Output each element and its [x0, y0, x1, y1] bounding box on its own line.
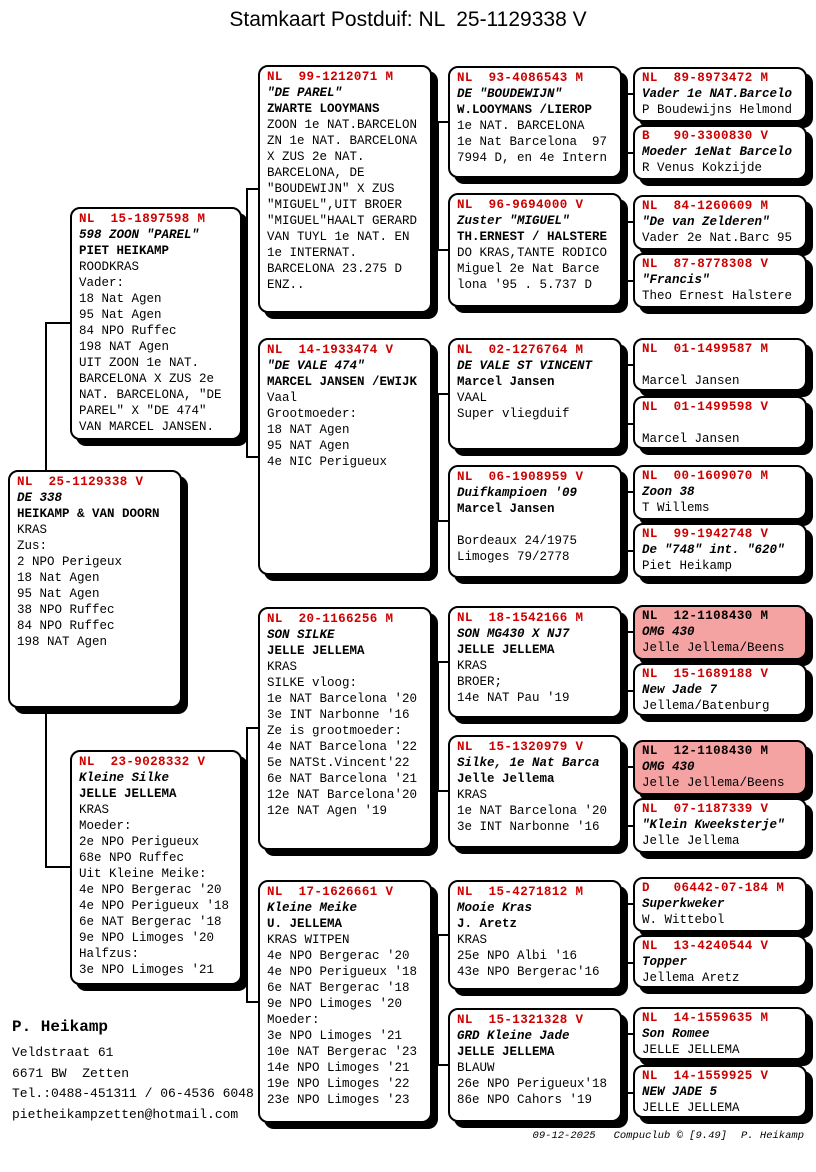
detail-line: W.LOOYMANS /LIEROP: [457, 103, 593, 117]
ring-number: NL 14-1559635 M: [642, 1011, 769, 1025]
ring-number: NL 23-9028332 V: [79, 755, 206, 769]
detail-line: ZN 1e NAT. BARCELONA: [267, 134, 418, 148]
pigeon-name: Kleine Meike: [267, 901, 358, 915]
detail-line: Jelle Jellema: [457, 772, 555, 786]
detail-line: Halfzus:: [79, 947, 140, 961]
pigeon-details: [642, 373, 799, 389]
detail-line: NAT. BARCELONA, "DE: [79, 388, 222, 402]
pigeon-details: [79, 243, 234, 435]
pigeon-name: New Jade 7: [642, 683, 718, 697]
detail-line: 38 NPO Ruffec: [17, 603, 115, 617]
detail-line: 95 Nat Agen: [79, 308, 162, 322]
pigeon-details: [457, 229, 614, 293]
ring-number: NL 99-1212071 M: [267, 70, 394, 84]
detail-line: SILKE vloog:: [267, 676, 358, 690]
pigeon-details: [642, 1042, 799, 1058]
pigeon-name: Kleine Silke: [79, 771, 170, 785]
box-g3-1: [258, 65, 432, 313]
detail-line: BARCELONA 23.275 D: [267, 262, 403, 276]
pigeon-name: OMG 430: [642, 625, 695, 639]
detail-line: 9e NPO Limoges '20: [267, 997, 403, 1011]
detail-line: Limoges 79/2778: [457, 550, 570, 564]
detail-line: U. JELLEMA: [267, 917, 343, 931]
detail-line: ZWARTE LOOYMANS: [267, 102, 380, 116]
page-title: Stamkaart Postduif: NL 25-1129338 V: [229, 8, 587, 31]
detail-line: JELLE JELLEMA: [457, 1045, 555, 1059]
pigeon-details: [267, 374, 424, 470]
ring-number: NL 13-4240544 V: [642, 939, 769, 953]
detail-line: PAREL" X "DE 474": [79, 404, 207, 418]
connector-line: [626, 93, 628, 154]
detail-line: 9e NPO Limoges '20: [79, 931, 215, 945]
detail-line: UIT ZOON 1e NAT.: [79, 356, 200, 370]
detail-line: Moeder:: [267, 1013, 320, 1027]
connector-line: [241, 322, 248, 324]
detail-line: 4e NPO Perigueux '18: [79, 899, 230, 913]
detail-line: 10e NAT Bergerac '23: [267, 1045, 418, 1059]
detail-line: Jelle Jellema/Beens: [642, 641, 785, 655]
box-g4-4: [448, 465, 622, 578]
detail-line: T Willems: [642, 501, 710, 515]
detail-line: 2e NPO Perigueux: [79, 835, 200, 849]
pigeon-details: [267, 101, 424, 293]
detail-line: MARCEL JANSEN /EWIJK: [267, 375, 418, 389]
detail-line: VAAL: [457, 391, 488, 405]
detail-line: BARCELONA X ZUS 2e: [79, 372, 215, 386]
detail-line: 84 NPO Ruffec: [79, 324, 177, 338]
detail-line: Vader 2e Nat.Barc 95: [642, 231, 793, 245]
detail-line: lona '95 . 5.737 D: [457, 278, 593, 292]
pigeon-details: [642, 698, 799, 714]
ring-number: NL 00-1609070 M: [642, 469, 769, 483]
detail-line: 18 NAT Agen: [267, 423, 350, 437]
pigeon-details: [267, 643, 424, 819]
detail-line: VAN MARCEL JANSEN.: [79, 420, 215, 434]
detail-line: Grootmoeder:: [267, 407, 358, 421]
box-g4-8: [448, 1008, 622, 1122]
detail-line: 86e NPO Cahors '19: [457, 1093, 593, 1107]
pigeon-details: [642, 1100, 799, 1116]
detail-line: 43e NPO Bergerac'16: [457, 965, 600, 979]
pigeon-name: GRD Kleine Jade: [457, 1029, 570, 1043]
detail-line: 1e NAT. BARCELONA: [457, 119, 585, 133]
detail-line: 14e NPO Limoges '21: [267, 1061, 410, 1075]
detail-line: 68e NPO Ruffec: [79, 851, 185, 865]
pigeon-name: "DE VALE 474": [267, 359, 365, 373]
detail-line: 25e NPO Albi '16: [457, 949, 578, 963]
detail-line: Vader:: [79, 276, 125, 290]
pigeon-name: 598 ZOON "PAREL": [79, 228, 200, 242]
ring-number: NL 01-1499587 M: [642, 342, 769, 356]
ring-number: NL 14-1559925 V: [642, 1069, 769, 1083]
ring-number: NL 18-1542166 M: [457, 611, 584, 625]
pigeon-name: Mooie Kras: [457, 901, 533, 915]
pigeon-name: Vader 1e NAT.Barcelo: [642, 87, 793, 101]
detail-line: Theo Ernest Halstere: [642, 289, 793, 303]
detail-line: [457, 517, 614, 533]
detail-line: 2 NPO Perigeux: [17, 555, 123, 569]
pigeon-details: [457, 1044, 614, 1108]
detail-line: Marcel Jansen: [642, 374, 740, 388]
detail-line: KRAS: [267, 660, 298, 674]
box-g4-1: [448, 66, 622, 178]
ring-number: NL 25-1129338 V: [17, 475, 144, 489]
box-g5-3: [633, 195, 807, 250]
connector-line: [246, 727, 248, 1003]
detail-line: Jellema Aretz: [642, 971, 740, 985]
detail-line: 1e Nat Barcelona 97: [457, 135, 608, 149]
detail-line: Super vliegduif: [457, 407, 570, 421]
box-g5-13: [633, 877, 807, 932]
detail-line: Uit Kleine Meike:: [79, 867, 207, 881]
box-g4-7: [448, 880, 622, 990]
ring-number: NL 01-1499598 V: [642, 400, 769, 414]
detail-line: KRAS: [457, 659, 488, 673]
detail-line: Jelle Jellema/Beens: [642, 776, 785, 790]
ring-number: NL 12-1108430 M: [642, 609, 769, 623]
detail-line: 95 Nat Agen: [17, 587, 100, 601]
detail-line: BROER;: [457, 675, 503, 689]
pigeon-details: [642, 833, 799, 849]
detail-line: Zus:: [17, 539, 48, 553]
pigeon-details: [642, 970, 799, 986]
detail-line: TH.ERNEST / HALSTERE: [457, 230, 608, 244]
detail-line: 18 Nat Agen: [17, 571, 100, 585]
detail-line: "MIGUEL",UIT BROER: [267, 198, 403, 212]
pigeon-name: Duifkampioen '09: [457, 486, 578, 500]
print-author: P. Heikamp: [740, 1130, 804, 1142]
detail-line: KRAS: [457, 788, 488, 802]
connector-line: [45, 322, 72, 324]
box-g5-11-highlighted: [633, 740, 807, 795]
ring-number: NL 84-1260609 M: [642, 199, 769, 213]
detail-line: 7994 D, en 4e Intern: [457, 151, 608, 165]
detail-line: VAN TUYL 1e NAT. EN: [267, 230, 410, 244]
detail-line: 4e NPO Bergerac '20: [267, 949, 410, 963]
detail-line: 6e NAT Barcelona '21: [267, 772, 418, 786]
detail-line: 26e NPO Perigueux'18: [457, 1077, 608, 1091]
pigeon-details: [457, 501, 614, 565]
footer-address-block: [12, 1043, 254, 1125]
pigeon-name: OMG 430: [642, 760, 695, 774]
footer-address-city: 6671 BW Zetten: [12, 1065, 130, 1081]
box-g5-16: [633, 1065, 807, 1118]
pigeon-name: Silke, 1e Nat Barca: [457, 756, 600, 770]
pigeon-name: De "748" int. "620": [642, 543, 785, 557]
detail-line: 4e NIC Perigueux: [267, 455, 388, 469]
box-g5-5: [633, 338, 807, 391]
pigeon-name: [642, 415, 799, 431]
detail-line: KRAS: [457, 933, 488, 947]
box-subject: [8, 470, 182, 708]
pigeon-name: "DE PAREL": [267, 86, 343, 100]
ring-number: NL 89-8973472 M: [642, 71, 769, 85]
footer-address-street: Veldstraat 61: [12, 1045, 114, 1060]
detail-line: JELLE JELLEMA: [642, 1043, 740, 1057]
pigeon-name: DE VALE ST VINCENT: [457, 359, 593, 373]
pigeon-name: "Klein Kweeksterje": [642, 818, 785, 832]
box-g5-4: [633, 253, 807, 308]
detail-line: 4e NAT Barcelona '22: [267, 740, 418, 754]
detail-line: 1e NAT Barcelona '20: [267, 692, 418, 706]
detail-line: BARCELONA, DE: [267, 166, 365, 180]
detail-line: W. Wittebol: [642, 913, 725, 927]
pigeon-name: SON SILKE: [267, 628, 335, 642]
detail-line: Bordeaux 24/1975: [457, 534, 578, 548]
detail-line: J. Aretz: [457, 917, 518, 931]
detail-line: BLAUW: [457, 1061, 495, 1075]
connector-line: [437, 934, 439, 1066]
box-g5-10: [633, 663, 807, 716]
pigeon-details: [457, 642, 614, 706]
box-sire: [70, 207, 242, 440]
pigeon-name: "De van Zelderen": [642, 215, 770, 229]
ring-number: NL 02-1276764 M: [457, 343, 584, 357]
footer-phone: Tel.:0488-451311 / 06-4536 6048: [12, 1086, 254, 1101]
detail-line: Marcel Jansen: [642, 432, 740, 446]
footer-owner-name: P. Heikamp: [12, 1018, 109, 1036]
ring-number: NL 93-4086543 M: [457, 71, 584, 85]
ring-number: NL 99-1942748 V: [642, 527, 769, 541]
detail-line: 95 NAT Agen: [267, 439, 350, 453]
detail-line: Moeder:: [79, 819, 132, 833]
pigeon-details: [642, 288, 799, 304]
detail-line: KRAS WITPEN: [267, 933, 350, 947]
print-program: Compuclub © [9.49]: [613, 1130, 727, 1142]
detail-line: Ze is grootmoeder:: [267, 724, 403, 738]
connector-line: [626, 221, 628, 282]
pigeon-details: [457, 916, 614, 980]
pigeon-name: SON MG430 X NJ7: [457, 627, 570, 641]
detail-line: JELLE JELLEMA: [79, 787, 177, 801]
pigeon-details: [642, 775, 799, 791]
box-g3-3: [258, 607, 432, 850]
detail-line: 198 NAT Agen: [79, 340, 170, 354]
detail-line: 12e NAT Barcelona'20: [267, 788, 418, 802]
detail-line: 84 NPO Ruffec: [17, 619, 115, 633]
detail-line: 3e INT Narbonne '16: [457, 820, 600, 834]
detail-line: 1e NAT Barcelona '20: [457, 804, 608, 818]
pigeon-name: Zuster "MIGUEL": [457, 214, 570, 228]
ring-number: NL 87-8778308 V: [642, 257, 769, 271]
pigeon-name: Zoon 38: [642, 485, 695, 499]
ring-number: NL 20-1166256 M: [267, 612, 394, 626]
detail-line: 4e NPO Bergerac '20: [79, 883, 222, 897]
detail-line: Miguel 2e Nat Barce: [457, 262, 600, 276]
pigeon-details: [79, 786, 234, 978]
detail-line: X ZUS 2e NAT.: [267, 150, 365, 164]
detail-line: 19e NPO Limoges '22: [267, 1077, 410, 1091]
detail-line: JELLE JELLEMA: [642, 1101, 740, 1115]
box-g5-15: [633, 1007, 807, 1060]
ring-number: NL 15-1897598 M: [79, 212, 206, 226]
ring-number: NL 07-1187339 V: [642, 802, 769, 816]
detail-line: 5e NATSt.Vincent'22: [267, 756, 410, 770]
pigeon-details: [642, 102, 799, 118]
ring-number: NL 06-1908959 V: [457, 470, 584, 484]
ring-number: NL 15-4271812 M: [457, 885, 584, 899]
connector-line: [626, 766, 628, 827]
box-g4-6: [448, 735, 622, 848]
detail-line: 14e NAT Pau '19: [457, 691, 570, 705]
pigeon-name: Topper: [642, 955, 688, 969]
ring-number: NL 15-1320979 V: [457, 740, 584, 754]
box-g5-7: [633, 465, 807, 520]
detail-line: PIET HEIKAMP: [79, 244, 170, 258]
detail-line: 18 Nat Agen: [79, 292, 162, 306]
detail-line: 198 NAT Agen: [17, 635, 108, 649]
detail-line: 3e NPO Limoges '21: [267, 1029, 403, 1043]
pigeon-details: [457, 374, 614, 422]
detail-line: Marcel Jansen: [457, 502, 555, 516]
detail-line: 3e INT Narbonne '16: [267, 708, 410, 722]
ring-number: NL 15-1689188 V: [642, 667, 769, 681]
detail-line: HEIKAMP & VAN DOORN: [17, 507, 160, 521]
box-g5-9-highlighted: [633, 605, 807, 660]
pigeon-details: [642, 160, 799, 176]
box-g4-5: [448, 606, 622, 718]
ring-number: NL 17-1626661 V: [267, 885, 394, 899]
detail-line: "BOUDEWIJN" X ZUS: [267, 182, 395, 196]
detail-line: 3e NPO Limoges '21: [79, 963, 215, 977]
detail-line: P Boudewijns Helmond: [642, 103, 793, 117]
pigeon-name: Moeder 1eNat Barcelo: [642, 145, 793, 159]
box-g5-2: [633, 125, 807, 180]
ring-number: NL 14-1933474 V: [267, 343, 394, 357]
connector-line: [437, 121, 439, 251]
pigeon-details: [642, 431, 799, 447]
box-g5-1: [633, 67, 807, 122]
pigeon-details: [642, 640, 799, 656]
box-g5-12: [633, 798, 807, 853]
pigeon-name: DE 338: [17, 491, 63, 505]
ring-number: B 90-3300830 V: [642, 129, 769, 143]
connector-line: [241, 866, 248, 868]
detail-line: 1e INTERNAT.: [267, 246, 358, 260]
print-info-line: [533, 1130, 804, 1142]
pigeon-name: Son Romee: [642, 1027, 710, 1041]
detail-line: ROODKRAS: [79, 260, 140, 274]
ring-number: NL 96-9694000 V: [457, 198, 584, 212]
detail-line: Vaal: [267, 391, 298, 405]
print-date: 09-12-2025: [532, 1130, 596, 1142]
pigeon-details: [267, 916, 424, 1108]
footer-email: pietheikampzetten@hotmail.com: [12, 1106, 239, 1122]
pigeon-details: [17, 506, 174, 650]
ring-number: NL 15-1321328 V: [457, 1013, 584, 1027]
detail-line: 6e NAT Bergerac '18: [267, 981, 410, 995]
detail-line: ENZ..: [267, 278, 305, 292]
box-g5-14: [633, 935, 807, 988]
detail-line: 12e NAT Agen '19: [267, 804, 388, 818]
detail-line: 23e NPO Limoges '23: [267, 1093, 410, 1107]
detail-line: JELLE JELLEMA: [457, 643, 555, 657]
ring-number: D 06442-07-184 M: [642, 881, 785, 895]
box-dam: [70, 750, 242, 985]
detail-line: JELLE JELLEMA: [267, 644, 365, 658]
box-g3-4: [258, 880, 432, 1123]
pigeon-details: [457, 102, 614, 166]
pigeon-details: [642, 230, 799, 246]
box-g4-2: [448, 193, 622, 307]
detail-line: Piet Heikamp: [642, 559, 733, 573]
ring-number: NL 12-1108430 M: [642, 744, 769, 758]
box-g4-3: [448, 338, 622, 450]
detail-line: Marcel Jansen: [457, 375, 555, 389]
pigeon-details: [642, 558, 799, 574]
connector-line: [45, 866, 72, 868]
box-g5-6: [633, 396, 807, 449]
detail-line: Jelle Jellema: [642, 834, 740, 848]
detail-line: DO KRAS,TANTE RODICO: [457, 246, 608, 260]
detail-line: "MIGUEL"HAALT GERARD: [267, 214, 418, 228]
pigeon-name: [642, 357, 799, 373]
pigeon-name: NEW JADE 5: [642, 1085, 718, 1099]
detail-line: KRAS: [79, 803, 110, 817]
detail-line: 4e NPO Perigueux '18: [267, 965, 418, 979]
detail-line: R Venus Kokzijde: [642, 161, 763, 175]
pigeon-name: Superkweker: [642, 897, 725, 911]
detail-line: ZOON 1e NAT.BARCELON: [267, 118, 418, 132]
box-g3-2: [258, 338, 432, 575]
pigeon-details: [642, 912, 799, 928]
detail-line: KRAS: [17, 523, 48, 537]
detail-line: 6e NAT Bergerac '18: [79, 915, 222, 929]
box-g5-8: [633, 523, 807, 578]
pigeon-details: [457, 771, 614, 835]
pigeon-details: [642, 500, 799, 516]
pigeon-name: DE "BOUDEWIJN": [457, 87, 563, 101]
pigeon-name: "Francis": [642, 273, 710, 287]
detail-line: Jellema/Batenburg: [642, 699, 770, 713]
